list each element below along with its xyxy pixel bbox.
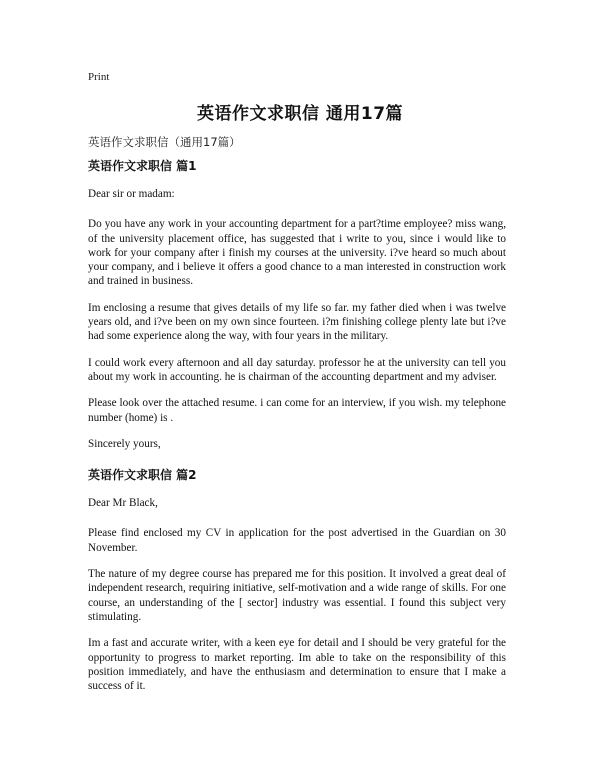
paragraph: Im a fast and accurate writer, with a keen eye for detail and I should be very grateful for the opportunity to progress to market reporting. Im able to take on the responsibility of this position immediately, and have the enthusiasm and determination to ensure that I make a success of it.	[88, 637, 506, 693]
print-link[interactable]: Print	[88, 71, 110, 83]
paragraph: Do you have any work in your accounting department for a part?time employee? miss wang, of the university placement office, has suggested that i write to you, since i would like to work for your company after i finish my courses at the university. i?ve heard so much about your company, and i believe it offers a good chance to a man interested in construction work and trained in business.	[88, 218, 506, 288]
page-subtitle: 英语作文求职信（通用17篇）	[88, 135, 241, 149]
paragraph: The nature of my degree course has prepared me for this position. It involved a great deal of independent research, requiring initiative, self-motivation and a wide range of skills. For one course, an understanding of the [ sector] industry was essential. I found this subject very stimulating.	[88, 568, 506, 623]
section-2	[88, 467, 506, 693]
paragraph: I could work every afternoon and all day saturday. professor he at the university can tell you about my work in accounting. he is chairman of the accounting department and my adviser.	[88, 356, 506, 383]
section-1	[88, 158, 506, 451]
section-heading: 英语作文求职信 篇2	[88, 468, 197, 483]
page-title: 英语作文求职信 通用17篇	[196, 104, 404, 124]
document-body	[88, 158, 506, 705]
section-heading: 英语作文求职信 篇1	[88, 159, 197, 173]
salutation: Dear Mr Black,	[88, 497, 158, 510]
salutation: Dear sir or madam:	[88, 188, 175, 200]
paragraph: Im enclosing a resume that gives details of my life so far. my father died when i was twelve years old, and i?ve been on my own since fourteen. i?m finishing college plenty late but i?ve had some experience along the way, with four years in the military.	[88, 301, 506, 343]
closing: Sincerely yours,	[88, 437, 161, 450]
paragraph: Please find enclosed my CV in application for the post advertised in the Guardian on 30 November.	[88, 527, 506, 554]
paragraph: Please look over the attached resume. i can come for an interview, if you wish. my telephone number (home) is .	[88, 397, 506, 424]
